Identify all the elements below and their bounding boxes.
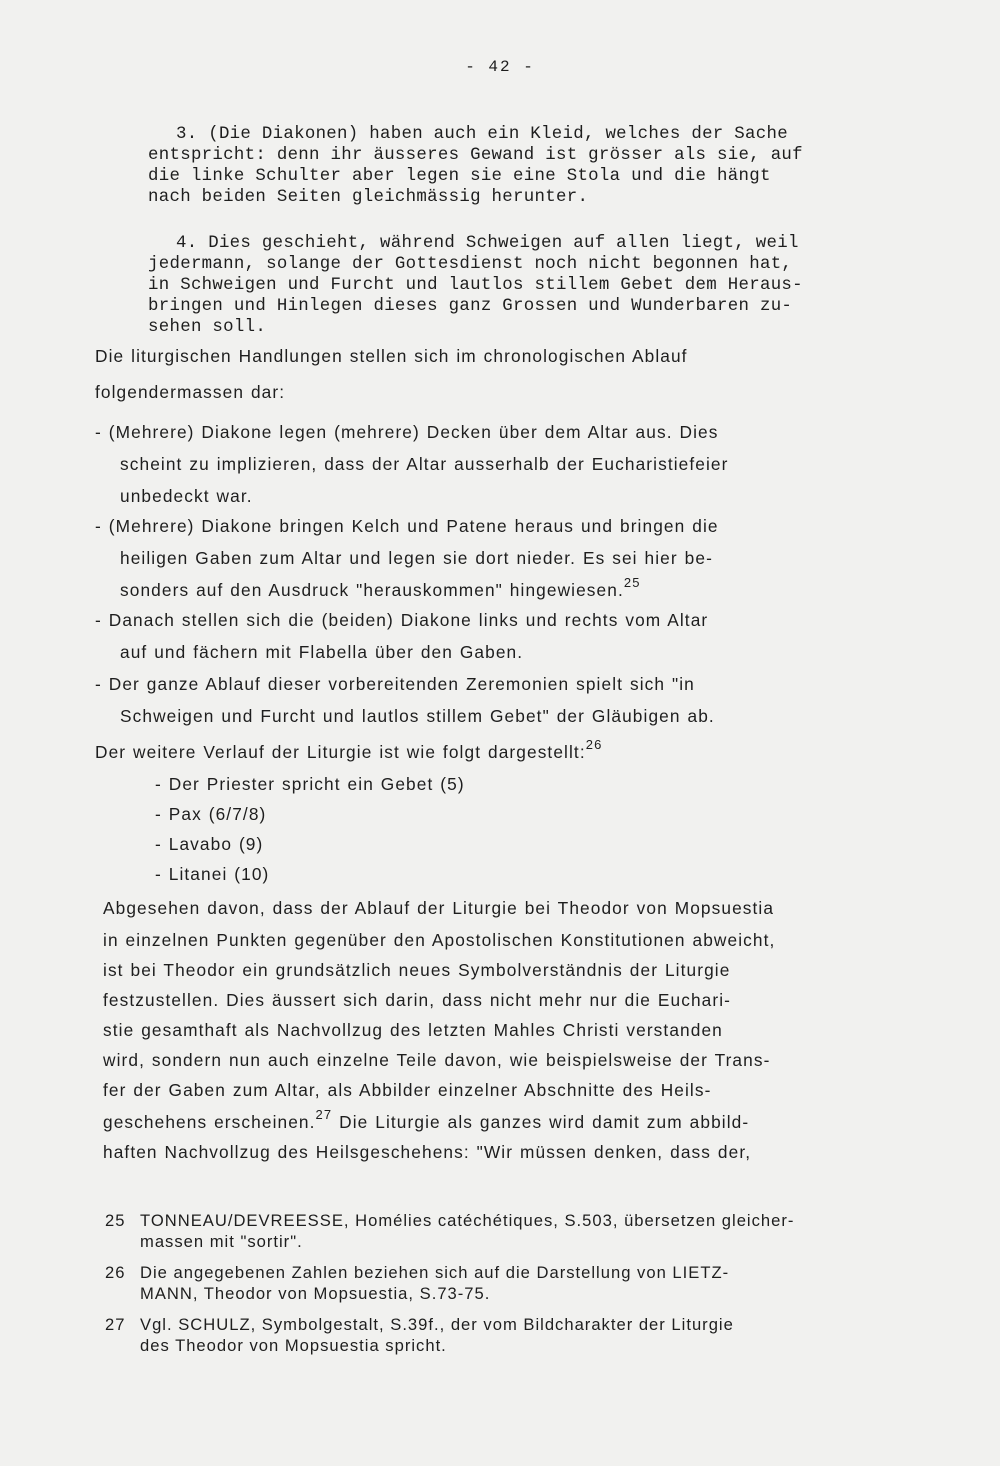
text-line: auf und fächern mit Flabella über den Gaben. xyxy=(120,642,524,662)
body-text xyxy=(95,340,935,1160)
text-line: nach beiden Seiten gleichmässig herunter. xyxy=(148,188,589,207)
footnote-25 xyxy=(105,1210,965,1252)
text-line: bringen und Hinlegen dieses ganz Grossen und Wunderbaren zu- xyxy=(148,297,793,316)
text-line: in Schweigen und Furcht und lautlos stillem Gebet dem Heraus- xyxy=(148,276,803,295)
footnote-body xyxy=(140,1262,729,1304)
footnote-ref: 27 xyxy=(315,1107,333,1122)
text-line: massen mit "sortir". xyxy=(140,1232,303,1251)
text-line: stie gesamthaft als Nachvollzug des letzten Mahles Christi verstanden xyxy=(103,1020,723,1040)
footnote-ref: 26 xyxy=(585,737,603,752)
page-number: - 42 - xyxy=(465,58,535,76)
footnote-number: 26 xyxy=(105,1263,126,1282)
list-item: - Der Priester spricht ein Gebet (5) xyxy=(155,774,465,794)
list-item: - (Mehrere) Diakone bringen Kelch und Patene heraus und bringen die xyxy=(95,516,719,536)
text-line: Vgl. SCHULZ, Symbolgestalt, S.39f., der vom Bildcharakter der Liturgie xyxy=(140,1315,734,1334)
text-line: folgendermassen dar: xyxy=(95,382,286,402)
text-line: 3. (Die Diakonen) haben auch ein Kleid, welches der Sache xyxy=(176,125,788,144)
text-line: Die angegebenen Zahlen beziehen sich auf die Darstellung von LIETZ- xyxy=(140,1263,730,1282)
footnote-number: 27 xyxy=(105,1315,126,1334)
list-item: - Lavabo (9) xyxy=(155,834,264,854)
footnote-27 xyxy=(105,1314,965,1356)
text-line: Schweigen und Furcht und lautlos stillem Gebet" der Gläubigen ab. xyxy=(120,706,715,726)
text-line: des Theodor von Mopsuestia spricht. xyxy=(140,1336,447,1355)
list-item: - Der ganze Ablauf dieser vorbereitenden Zeremonien spielt sich "in xyxy=(95,674,695,694)
text-line: entspricht: denn ihr äusseres Gewand ist grösser als sie, auf xyxy=(148,146,803,165)
footnote-body xyxy=(140,1314,734,1356)
text-line: wird, sondern nun auch einzelne Teile davon, wie beispielsweise der Trans- xyxy=(103,1050,771,1070)
text-line: die linke Schulter aber legen sie eine Stola und die hängt xyxy=(148,167,771,186)
text-line: TONNEAU/DEVREESSE, Homélies catéchétiques, S.503, übersetzen gleicher- xyxy=(140,1211,795,1230)
text-line: Der weitere Verlauf der Liturgie ist wie folgt dargestellt:$^{26}$ xyxy=(95,737,603,762)
list-item: - Pax (6/7/8) xyxy=(155,804,267,824)
footnote-ref: 25 xyxy=(623,575,641,590)
list-item: - Litanei (10) xyxy=(155,864,270,884)
list-item: - (Mehrere) Diakone legen (mehrere) Decken über dem Altar aus. Dies xyxy=(95,422,719,442)
text-line: heiligen Gaben zum Altar und legen sie dort nieder. Es sei hier be- xyxy=(120,548,713,568)
quote-paragraph-4 xyxy=(148,233,888,338)
footnotes xyxy=(105,1210,965,1366)
text-line: unbedeckt war. xyxy=(120,486,253,506)
text-line: Abgesehen davon, dass der Ablauf der Liturgie bei Theodor von Mopsuestia xyxy=(103,898,775,918)
text-line: festzustellen. Dies äussert sich darin, dass nicht mehr nur die Euchari- xyxy=(103,990,732,1010)
text-line: ist bei Theodor ein grundsätzlich neues Symbolverständnis der Liturgie xyxy=(103,960,731,980)
footnote-body xyxy=(140,1210,794,1252)
text-line: 4. Dies geschieht, während Schweigen auf allen liegt, weil xyxy=(176,234,799,253)
footnote-26 xyxy=(105,1262,965,1304)
text-line: jedermann, solange der Gottesdienst noch nicht begonnen hat, xyxy=(148,255,793,274)
footnote-number: 25 xyxy=(105,1211,126,1230)
text-line: fer der Gaben zum Altar, als Abbilder einzelner Abschnitte des Heils- xyxy=(103,1080,712,1100)
text-line: sehen soll. xyxy=(148,318,267,337)
text-line: haften Nachvollzug des Heilsgeschehens: "Wir müssen denken, dass der, xyxy=(103,1142,752,1162)
quote-paragraph-3 xyxy=(148,124,888,208)
text-line: MANN, Theodor von Mopsuestia, S.73-75. xyxy=(140,1284,491,1303)
text-line: geschehens erscheinen.$^{27}$ Die Liturgie als ganzes wird damit zum abbild- xyxy=(103,1107,750,1132)
text-line: sonders auf den Ausdruck "herauskommen" hingewiesen.$^{25}$ xyxy=(120,575,641,600)
list-item: - Danach stellen sich die (beiden) Diakone links und rechts vom Altar xyxy=(95,610,709,630)
text-line: scheint zu implizieren, dass der Altar ausserhalb der Eucharistiefeier xyxy=(120,454,729,474)
text-line: Die liturgischen Handlungen stellen sich im chronologischen Ablauf xyxy=(95,346,688,366)
text-line: in einzelnen Punkten gegenüber den Apostolischen Konstitutionen abweicht, xyxy=(103,930,776,950)
